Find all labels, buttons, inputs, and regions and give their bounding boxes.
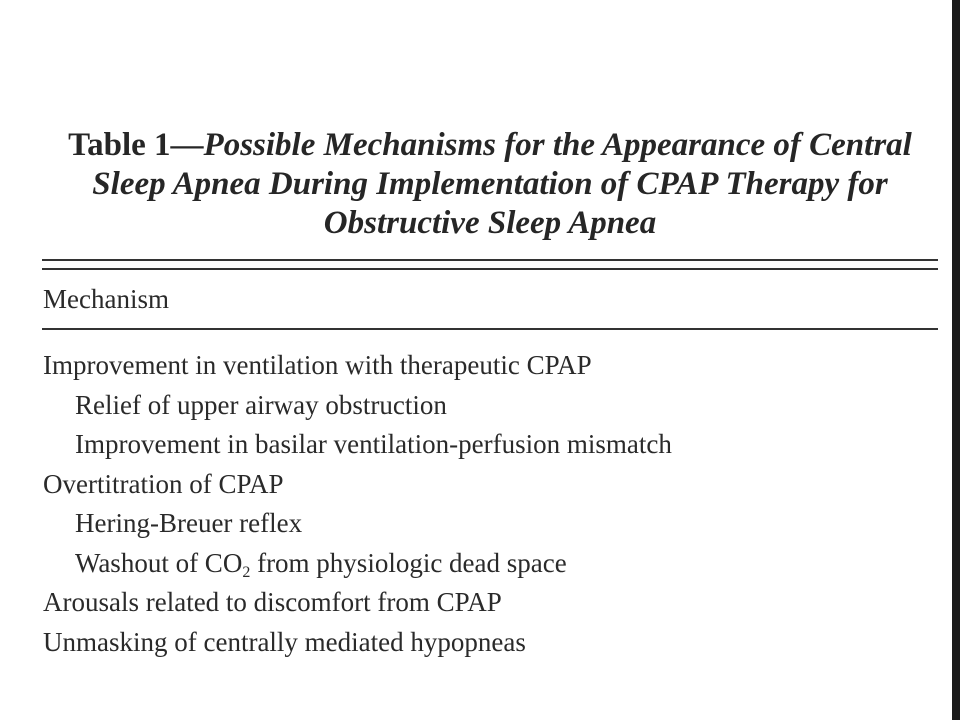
- column-header: Mechanism: [43, 284, 169, 314]
- table-title: [40, 126, 940, 243]
- mechanism-list: [43, 346, 672, 662]
- table-label: Table 1—: [68, 127, 204, 163]
- row-text: Washout of CO: [75, 547, 243, 578]
- table-row: Relief of upper airway obstruction: [75, 389, 447, 420]
- table-row: Arousals related to discomfort from CPAP: [43, 587, 502, 617]
- table-row: Overtitration of CPAP: [43, 468, 284, 499]
- top-rule-second: [42, 268, 938, 270]
- subscript: 2: [242, 563, 251, 581]
- table-row: Improvement in ventilation with therapeutic CPAP: [43, 350, 592, 380]
- table-row: [43, 544, 672, 584]
- table-row: Unmasking of centrally mediated hypopneas: [43, 626, 526, 657]
- top-rule: [42, 259, 938, 261]
- table-row: Improvement in basilar ventilation-perfusion mismatch: [75, 429, 672, 459]
- table-row: Hering-Breuer reflex: [75, 508, 303, 538]
- row-text: from physiologic dead space: [250, 547, 567, 578]
- window-right-edge: [952, 0, 960, 720]
- header-rule: [42, 328, 938, 330]
- table-caption: Possible Mechanisms for the Appearance of Central Sleep Apnea During Implementation of CPAP Therapy for Obstructive Sleep Apnea: [92, 127, 912, 241]
